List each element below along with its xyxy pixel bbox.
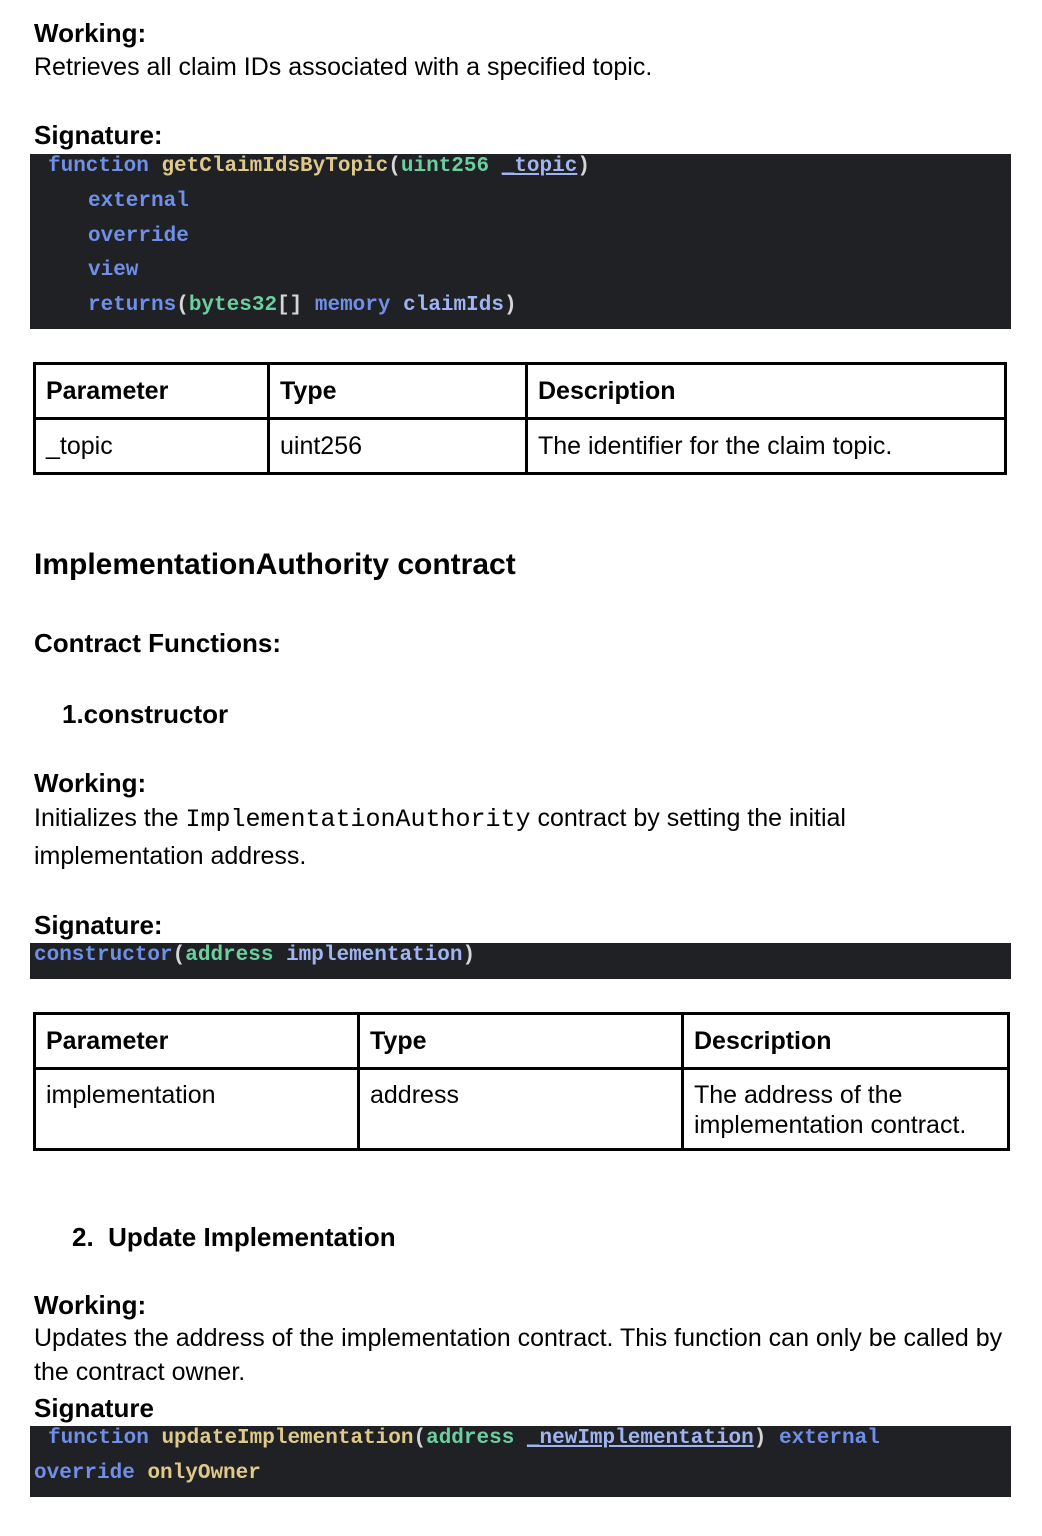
function-title: Update Implementation [108, 1222, 396, 1252]
section-heading: ImplementationAuthority contract [34, 548, 516, 581]
working-text: Retrieves all claim IDs associated with a specified topic. [34, 53, 653, 81]
table-header: Type [359, 1014, 683, 1069]
table-header: Description [527, 364, 1006, 419]
function-title-constructor: 1.constructor [62, 699, 229, 729]
signature-label: Signature: [34, 910, 163, 940]
working-text: Updates the address of the implementation contract. This function can only be called by the contract owner. [34, 1324, 1003, 1386]
table-cell: uint256 [269, 419, 527, 474]
table-row [35, 1069, 1009, 1150]
table-header-row [35, 1014, 1009, 1069]
code-block-update-implementation: function updateImplementation(address _newImplementation) external override onlyOwner [30, 1426, 1011, 1497]
table-row [35, 419, 1006, 474]
working-label: Working: [34, 768, 147, 798]
inline-code: ImplementationAuthority [185, 805, 531, 834]
function-title-update-implementation [72, 1222, 396, 1253]
table-header: Type [269, 364, 527, 419]
parameter-table-implementation [33, 1012, 1010, 1151]
table-cell: address [359, 1069, 683, 1150]
table-header: Parameter [35, 364, 269, 419]
table-header-row [35, 364, 1006, 419]
table-cell: implementation [35, 1069, 359, 1150]
table-header: Description [683, 1014, 1009, 1069]
table-cell: The identifier for the claim topic. [527, 419, 1006, 474]
working-text: Initializes the ImplementationAuthority contract by setting the initial implementation address. [34, 804, 846, 870]
code-block-constructor: constructor(address implementation) [30, 943, 1011, 979]
code-block-get-claim-ids: function getClaimIdsByTopic(uint256 _topic) external override view returns(bytes32[] memory claimIds) [30, 154, 1011, 329]
table-cell: _topic [35, 419, 269, 474]
signature-label: Signature: [34, 120, 163, 150]
function-number: 2. [72, 1222, 94, 1252]
working-label: Working: [34, 18, 147, 48]
table-header: Parameter [35, 1014, 359, 1069]
signature-label: Signature [34, 1393, 154, 1423]
contract-functions-heading: Contract Functions: [34, 628, 281, 658]
parameter-table-topic [33, 362, 1007, 475]
working-label: Working: [34, 1290, 147, 1320]
table-cell: The address of the implementation contract. [683, 1069, 1009, 1150]
